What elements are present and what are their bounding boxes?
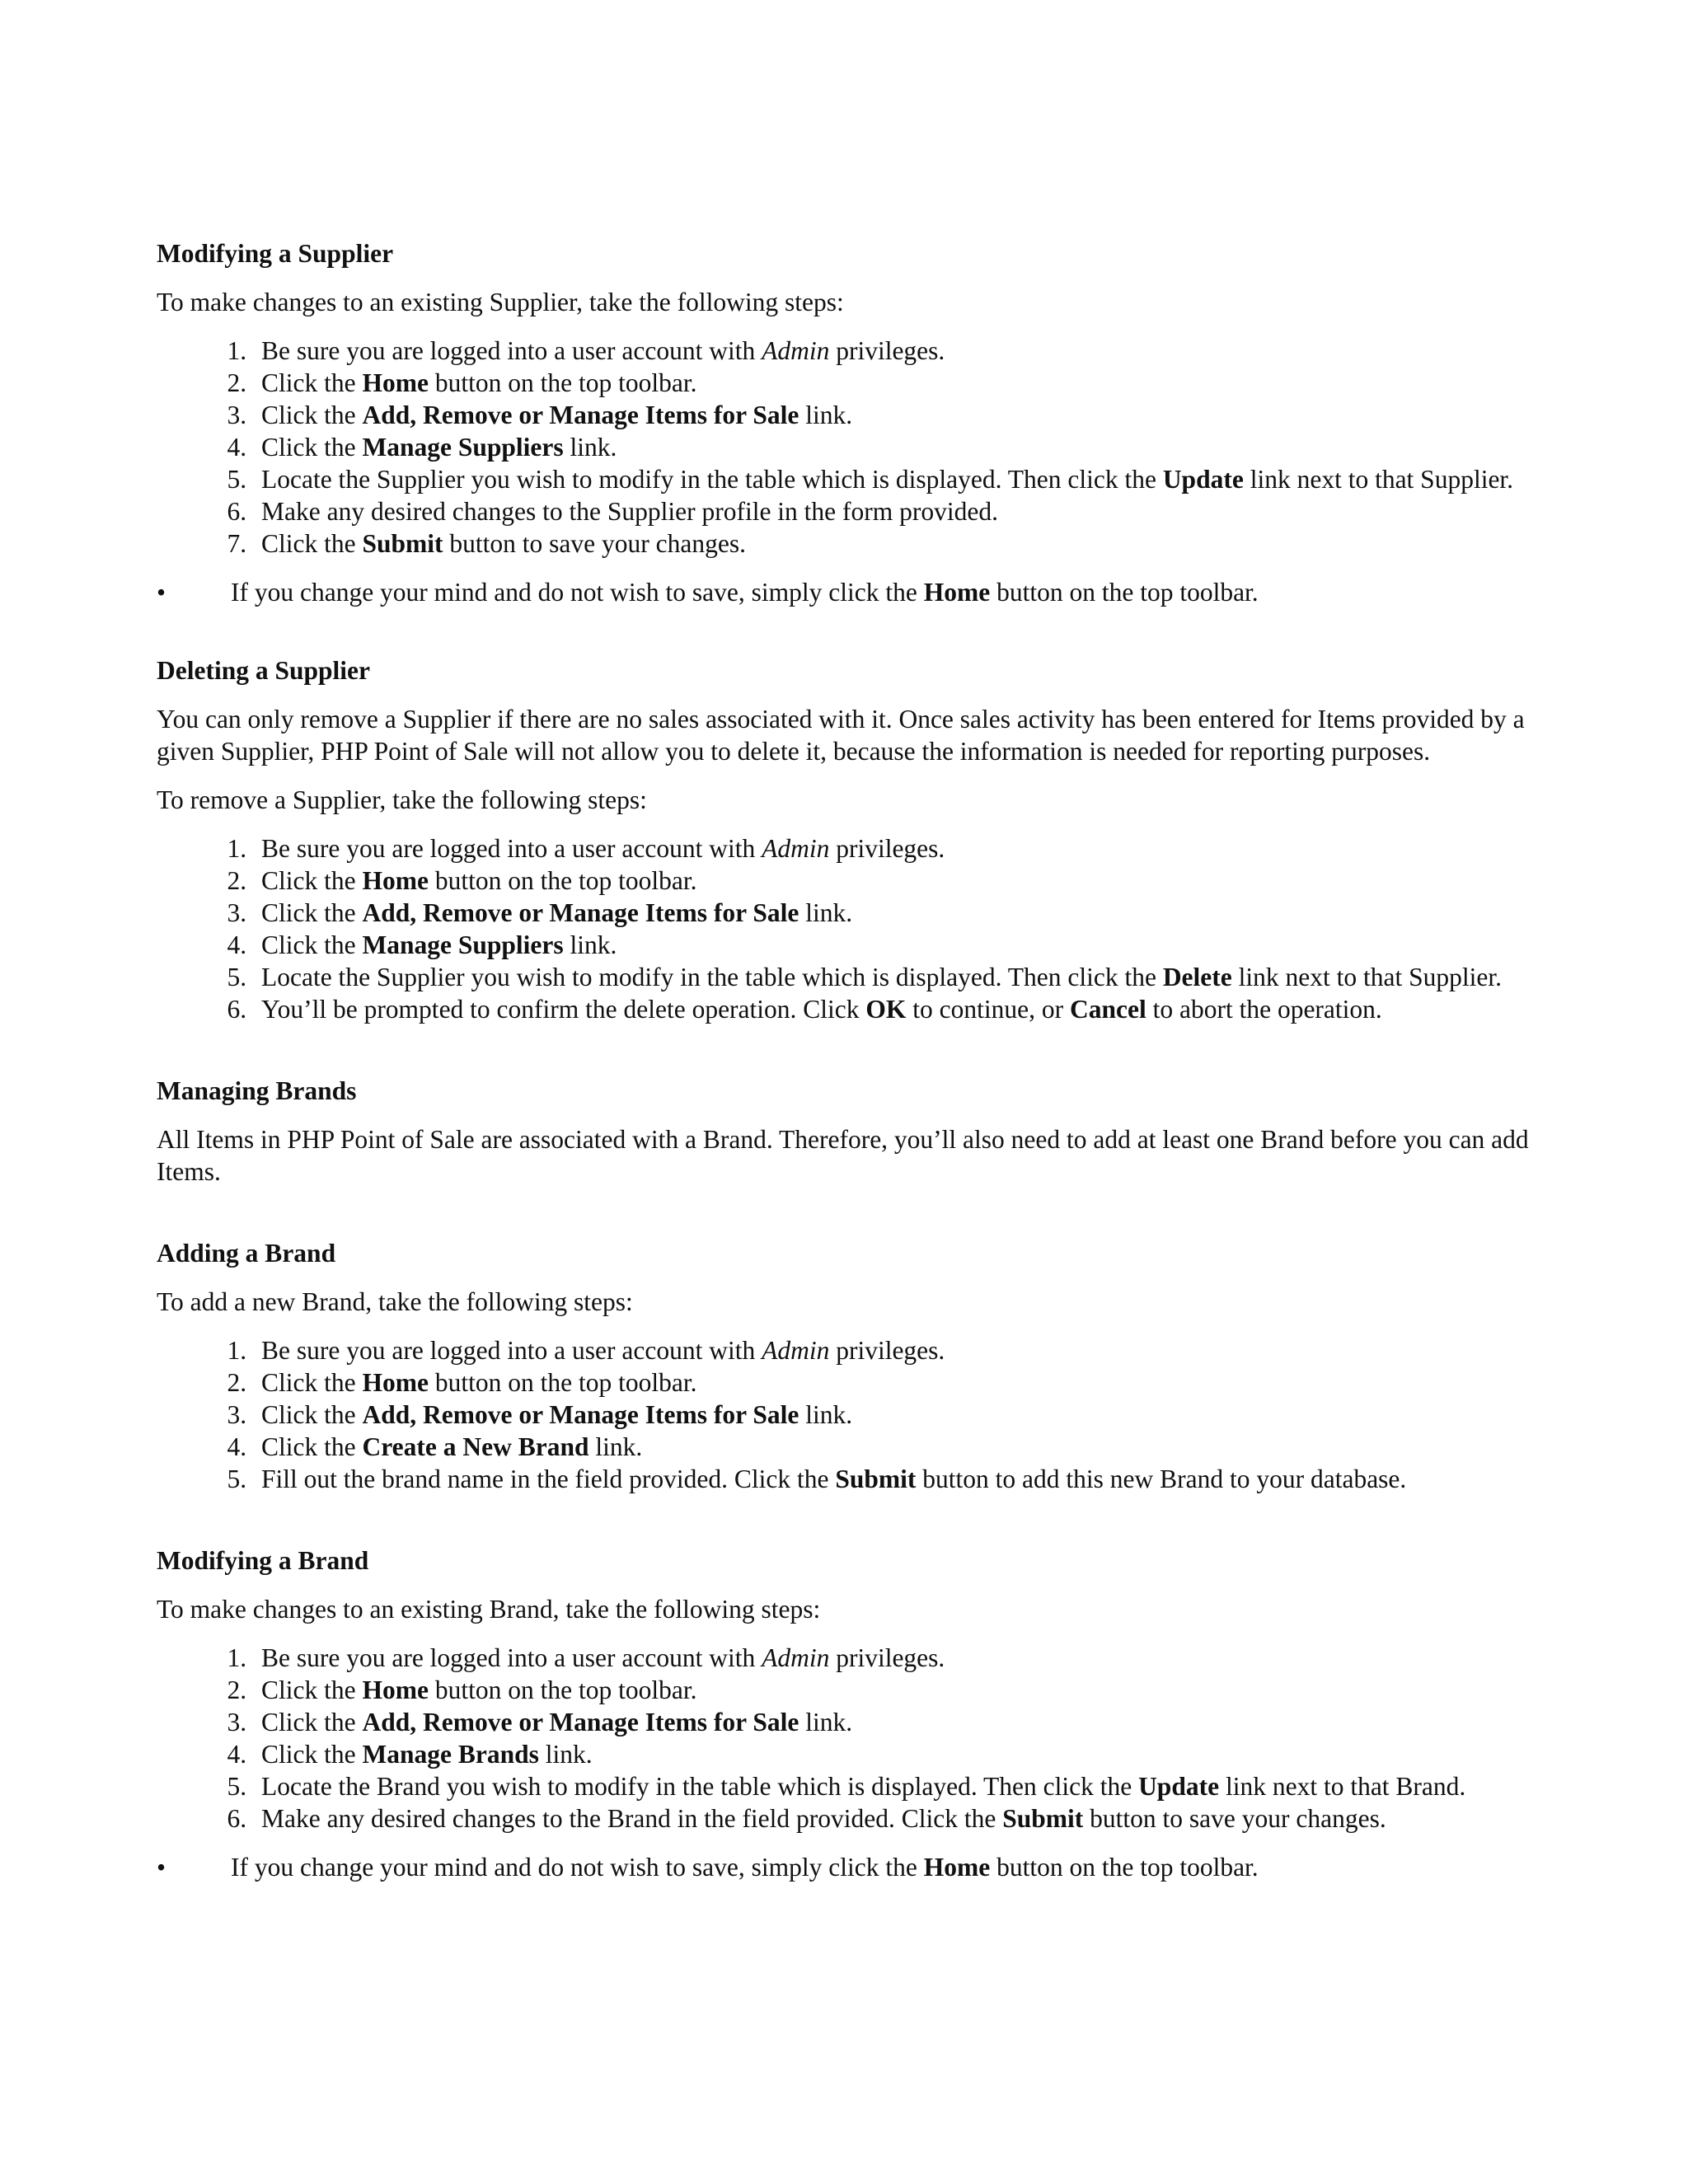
step-item: 5. Locate the Supplier you wish to modify in the table which is displayed. Then click the Delete link next to that Supplier. [253, 961, 1541, 993]
section-modifying-supplier [157, 237, 1541, 608]
step-item: 2. Click the Home button on the top toolbar. [253, 1366, 1541, 1399]
step-item: 4. Click the Manage Brands link. [253, 1738, 1541, 1770]
steps-list [157, 1642, 1541, 1835]
section-managing-brands [157, 1075, 1541, 1188]
section-spacer [157, 1511, 1541, 1544]
step-item: 5. Fill out the brand name in the field provided. Click the Submit button to add this new Brand to your database. [253, 1463, 1541, 1495]
section-heading: Adding a Brand [157, 1239, 336, 1268]
section-intro: You can only remove a Supplier if there are no sales associated with it. Once sales activity has been entered for Items provided by a given Supplier, PHP Point of Sale will not allow you to delete it, because the information is needed for reporting purposes. [157, 705, 1525, 766]
note-list [157, 576, 1541, 608]
step-item: 3. Click the Add, Remove or Manage Items for Sale link. [253, 399, 1541, 431]
section-heading: Modifying a Brand [157, 1546, 369, 1575]
note-list [157, 1851, 1541, 1883]
note-item: • If you change your mind and do not wish to save, simply click the Home button on the top toolbar. [157, 1853, 1259, 1882]
step-item: 1. Be sure you are logged into a user account with Admin privileges. [253, 335, 1541, 367]
steps-list [157, 832, 1541, 1025]
step-item: 3. Click the Add, Remove or Manage Items for Sale link. [253, 1399, 1541, 1431]
section-intro: To make changes to an existing Brand, take the following steps: [157, 1595, 821, 1624]
step-item: 5. Locate the Supplier you wish to modify in the table which is displayed. Then click the Update link next to that Supplier. [253, 463, 1541, 495]
section-heading: Modifying a Supplier [157, 239, 394, 268]
step-item: 2. Click the Home button on the top toolbar. [253, 865, 1541, 897]
step-item: 7. Click the Submit button to save your changes. [253, 527, 1541, 560]
bullet-icon: • [157, 578, 166, 607]
step-item: 3. Click the Add, Remove or Manage Items for Sale link. [253, 897, 1541, 929]
section-adding-brand [157, 1237, 1541, 1495]
steps-list [157, 335, 1541, 560]
steps-list [157, 1334, 1541, 1495]
section-spacer [157, 1204, 1541, 1237]
section-spacer [157, 608, 1541, 654]
step-item: 1. Be sure you are logged into a user account with Admin privileges. [253, 1334, 1541, 1366]
bullet-icon: • [157, 1853, 166, 1882]
section-intro: To make changes to an existing Supplier, take the following steps: [157, 288, 844, 316]
step-item: 4. Click the Manage Suppliers link. [253, 929, 1541, 961]
section-intro-steps: To remove a Supplier, take the following steps: [157, 785, 647, 814]
note-item: • If you change your mind and do not wish to save, simply click the Home button on the top toolbar. [157, 578, 1259, 607]
step-item: 4. Click the Create a New Brand link. [253, 1431, 1541, 1463]
step-item: 6. Make any desired changes to the Supplier profile in the form provided. [253, 495, 1541, 527]
step-item: 5. Locate the Brand you wish to modify in the table which is displayed. Then click the Update link next to that Brand. [253, 1770, 1541, 1802]
step-item: 2. Click the Home button on the top toolbar. [253, 1674, 1541, 1706]
section-heading: Deleting a Supplier [157, 656, 371, 685]
section-modifying-brand [157, 1544, 1541, 1883]
step-item: 4. Click the Manage Suppliers link. [253, 431, 1541, 463]
section-spacer [157, 1042, 1541, 1075]
step-item: 2. Click the Home button on the top toolbar. [253, 367, 1541, 399]
step-item: 6. Make any desired changes to the Brand in the field provided. Click the Submit button to save your changes. [253, 1802, 1541, 1835]
section-intro: To add a new Brand, take the following steps: [157, 1287, 633, 1316]
section-deleting-supplier [157, 654, 1541, 1025]
step-item: 1. Be sure you are logged into a user account with Admin privileges. [253, 832, 1541, 865]
step-item: 6. You’ll be prompted to confirm the delete operation. Click OK to continue, or Cancel to abort the operation. [253, 993, 1541, 1025]
step-item: 3. Click the Add, Remove or Manage Items for Sale link. [253, 1706, 1541, 1738]
section-heading: Managing Brands [157, 1076, 357, 1105]
step-item: 1. Be sure you are logged into a user account with Admin privileges. [253, 1642, 1541, 1674]
section-intro: All Items in PHP Point of Sale are associated with a Brand. Therefore, you’ll also need to add at least one Brand before you can add Items. [157, 1125, 1529, 1186]
document-content [157, 237, 1541, 1883]
